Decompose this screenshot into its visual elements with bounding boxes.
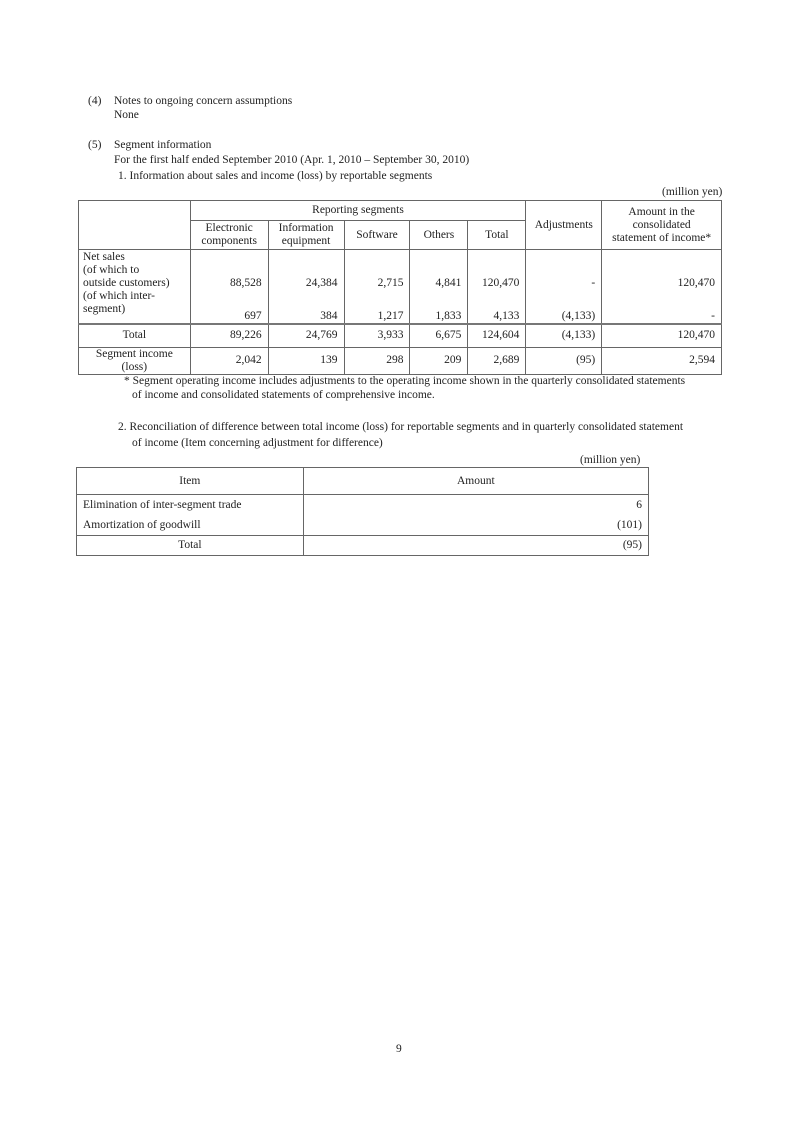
table-row-total: Total 89,226 24,769 3,933 6,675 124,604 (4,133) 120,470 bbox=[79, 324, 722, 347]
header-electronic-components: Electronic components bbox=[190, 221, 268, 250]
header-software: Software bbox=[344, 221, 410, 250]
subsection-2-title-line-1: 2. Reconciliation of difference between total income (loss) for reportable segments and in quarterly consolidated statement bbox=[118, 421, 684, 433]
header-adjustments: Adjustments bbox=[526, 201, 602, 250]
row-label-net-sales: Net sales (of which to outside customers) (of which inter- segment) bbox=[79, 250, 191, 325]
footnote-line-2: of income and consolidated statements of comprehensive income. bbox=[132, 389, 435, 401]
header-blank bbox=[79, 201, 191, 250]
unit-label-2: (million yen) bbox=[580, 454, 641, 466]
subsection-2-title-line-2: of income (Item concerning adjustment for difference) bbox=[132, 437, 383, 449]
header-amount: Amount bbox=[303, 468, 648, 495]
table-row-total: Total (95) bbox=[77, 536, 649, 556]
unit-label-1: (million yen) bbox=[662, 186, 723, 198]
header-reporting-segments: Reporting segments bbox=[190, 201, 526, 221]
section-4-body: None bbox=[114, 109, 139, 121]
table-row-net-sales: Net sales (of which to outside customers) (of which inter- segment) 88,528 697 24,384 384 2,715 1,217 4,841 1,833 120,470 4,133 - (4,133) 120,470 - bbox=[79, 250, 722, 325]
section-5-title: Segment information bbox=[114, 139, 212, 151]
section-4-number: (4) bbox=[88, 95, 102, 107]
segment-table bbox=[78, 200, 722, 375]
header-total: Total bbox=[468, 221, 526, 250]
footnote-line-1: * Segment operating income includes adjustments to the operating income shown in the quarterly consolidated statements bbox=[124, 375, 686, 387]
table-row-items: Elimination of inter-segment trade Amortization of goodwill 6 (101) bbox=[77, 495, 649, 536]
table-row-segment-income: Segment income (loss) 2,042 139 298 209 2,689 (95) 2,594 bbox=[79, 347, 722, 374]
section-4-title: Notes to ongoing concern assumptions bbox=[114, 95, 293, 107]
header-consolidated-amount: Amount in the consolidated statement of income* bbox=[602, 201, 722, 250]
subsection-1-title: 1. Information about sales and income (loss) by reportable segments bbox=[118, 170, 433, 182]
page-number: 9 bbox=[396, 1043, 402, 1055]
section-5-period: For the first half ended September 2010 (Apr. 1, 2010 – September 30, 2010) bbox=[114, 154, 470, 166]
header-information-equipment: Information equipment bbox=[268, 221, 344, 250]
reconciliation-table bbox=[76, 467, 649, 556]
header-others: Others bbox=[410, 221, 468, 250]
section-5-number: (5) bbox=[88, 139, 102, 151]
header-item: Item bbox=[77, 468, 304, 495]
